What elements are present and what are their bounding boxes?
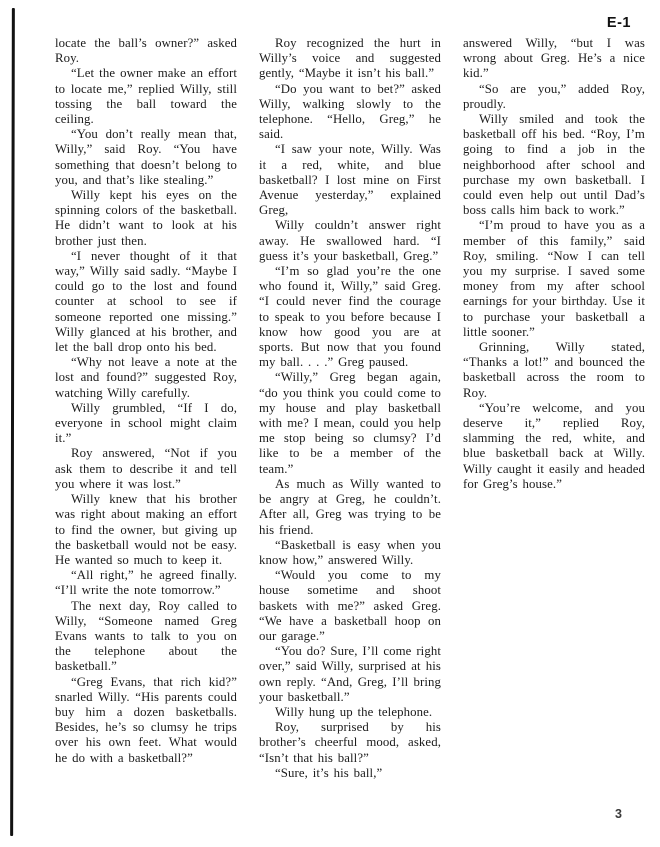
story-paragraph: “You don’t really mean that, Willy,” said Roy. “You have something that doesn’t belong to you, and that’s like stealing.” <box>55 127 237 187</box>
story-columns <box>55 36 645 781</box>
story-paragraph: “Why not leave a note at the lost and found?” suggested Roy, watching Willy carefully. <box>55 355 237 400</box>
story-paragraph: “You do? Sure, I’ll come right over,” said Willy, surprised at his own reply. “And, Greg, I’ll bring your basketball.” <box>259 644 441 704</box>
story-paragraph: “Sure, it’s his ball,” <box>275 765 383 780</box>
story-paragraph: Willy knew that his brother was right about making an effort to find the owner, but giving up the basketball would not be easy. He wanted so much to keep it. <box>55 492 237 567</box>
story-paragraph: “So are you,” added Roy, proudly. <box>463 81 645 111</box>
story-paragraph: Willy kept his eyes on the spinning colors of the basketball. He didn’t want to look at his brother just then. <box>55 188 237 248</box>
story-paragraph: “Let the owner make an effort to locate me,” replied Willy, still tossing the ball toward the ceiling. <box>55 66 237 127</box>
story-paragraph: Willy couldn’t answer right away. He swallowed hard. “I guess it’s your basketball, Greg.” <box>259 218 441 263</box>
story-column-1 <box>55 36 237 781</box>
story-paragraph: Roy answered, “Not if you ask them to describe it and tell you where it was lost.” <box>55 446 237 491</box>
story-paragraph: As much as Willy wanted to be angry at Greg, he couldn’t. After all, Greg was trying to be his friend. <box>259 476 441 537</box>
story-paragraph: The next day, Roy called to Willy, “Someone named Greg Evans wants to talk to you on the telephone about the basketball.” <box>55 598 237 674</box>
story-paragraph: Willy smiled and took the basketball off his bed. “Roy, I’m going to find a job in the neighborhood after school and purchase my own basketball. I could even help out until Dad’s boss calls him back to work.” <box>463 112 645 218</box>
story-paragraph: “Basketball is easy when you know how,” answered Willy. <box>259 537 441 567</box>
story-column-2 <box>259 36 441 781</box>
story-paragraph: “Willy,” Greg began again, “do you think you could come to my house and play basketball with me? I mean, could you help me stop being so clumsy? I’d like to be a member of the team.” <box>259 370 441 476</box>
story-paragraph: Roy recognized the hurt in Willy’s voice and suggested gently, “Maybe it isn’t his ball.” <box>259 36 441 81</box>
story-paragraph: “I saw your note, Willy. Was it a red, white, and blue basketball? I lost mine on First Avenue yesterday,” explained Greg, <box>259 142 441 218</box>
story-paragraph: “I’m proud to have you as a member of this family,” said Roy, smiling. “Now I can tell you my surprise. I saved some money from my after school earnings for your birthday. Use it to purchase your basketball a little sooner.” <box>463 218 645 339</box>
story-column-3 <box>463 36 645 781</box>
photocopy-edge-artifact <box>10 8 14 836</box>
story-paragraph: “Would you come to my house sometime and shoot baskets with me?” asked Greg. “We have a basketball hoop on our garage.” <box>259 568 441 643</box>
story-paragraph: “You’re welcome, and you deserve it,” replied Roy, slamming the red, white, and blue basketball back at Willy. Willy caught it easily and headed for Greg’s house.” <box>463 400 645 491</box>
story-paragraph: Grinning, Willy stated, “Thanks a lot!” and bounced the basketball across the room to Roy. <box>463 340 645 400</box>
page-number: 3 <box>615 807 622 821</box>
story-paragraph: “I never thought of it that way,” Willy said sadly. “Maybe I could go to the lost and found counter at school to see if someone reported one missing.” Willy glanced at his brother, and let the ball drop onto his bed. <box>55 248 237 355</box>
story-paragraph: “Greg Evans, that rich kid?” snarled Willy. “His parents could buy him a dozen basketballs. Besides, he’s so clumsy he trips over his own feet. What would he do with a basketball?” <box>55 674 237 765</box>
story-paragraph: Willy grumbled, “If I do, everyone in school might claim it.” <box>55 400 237 446</box>
page-header-label: E-1 <box>606 15 631 31</box>
story-paragraph: Roy, surprised by his brother’s cheerful mood, asked, “Isn’t that his ball?” <box>259 720 441 765</box>
story-paragraph: “All right,” he agreed finally. “I’ll write the note tomorrow.” <box>55 568 237 598</box>
story-paragraph: locate the ball’s owner?” asked Roy. <box>55 36 237 66</box>
story-paragraph: “Do you want to bet?” asked Willy, walking slowly to the telephone. “Hello, Greg,” he said. <box>259 81 441 142</box>
story-paragraph: Willy hung up the telephone. <box>275 704 433 719</box>
story-paragraph: “I’m so glad you’re the one who found it, Willy,” said Greg. “I could never find the courage to speak to you before because I know how good you are at sports. But now that you found my ball. . . .” Greg paused. <box>259 264 441 370</box>
story-paragraph: answered Willy, “but I was wrong about Greg. He’s a nice kid.” <box>463 36 645 81</box>
